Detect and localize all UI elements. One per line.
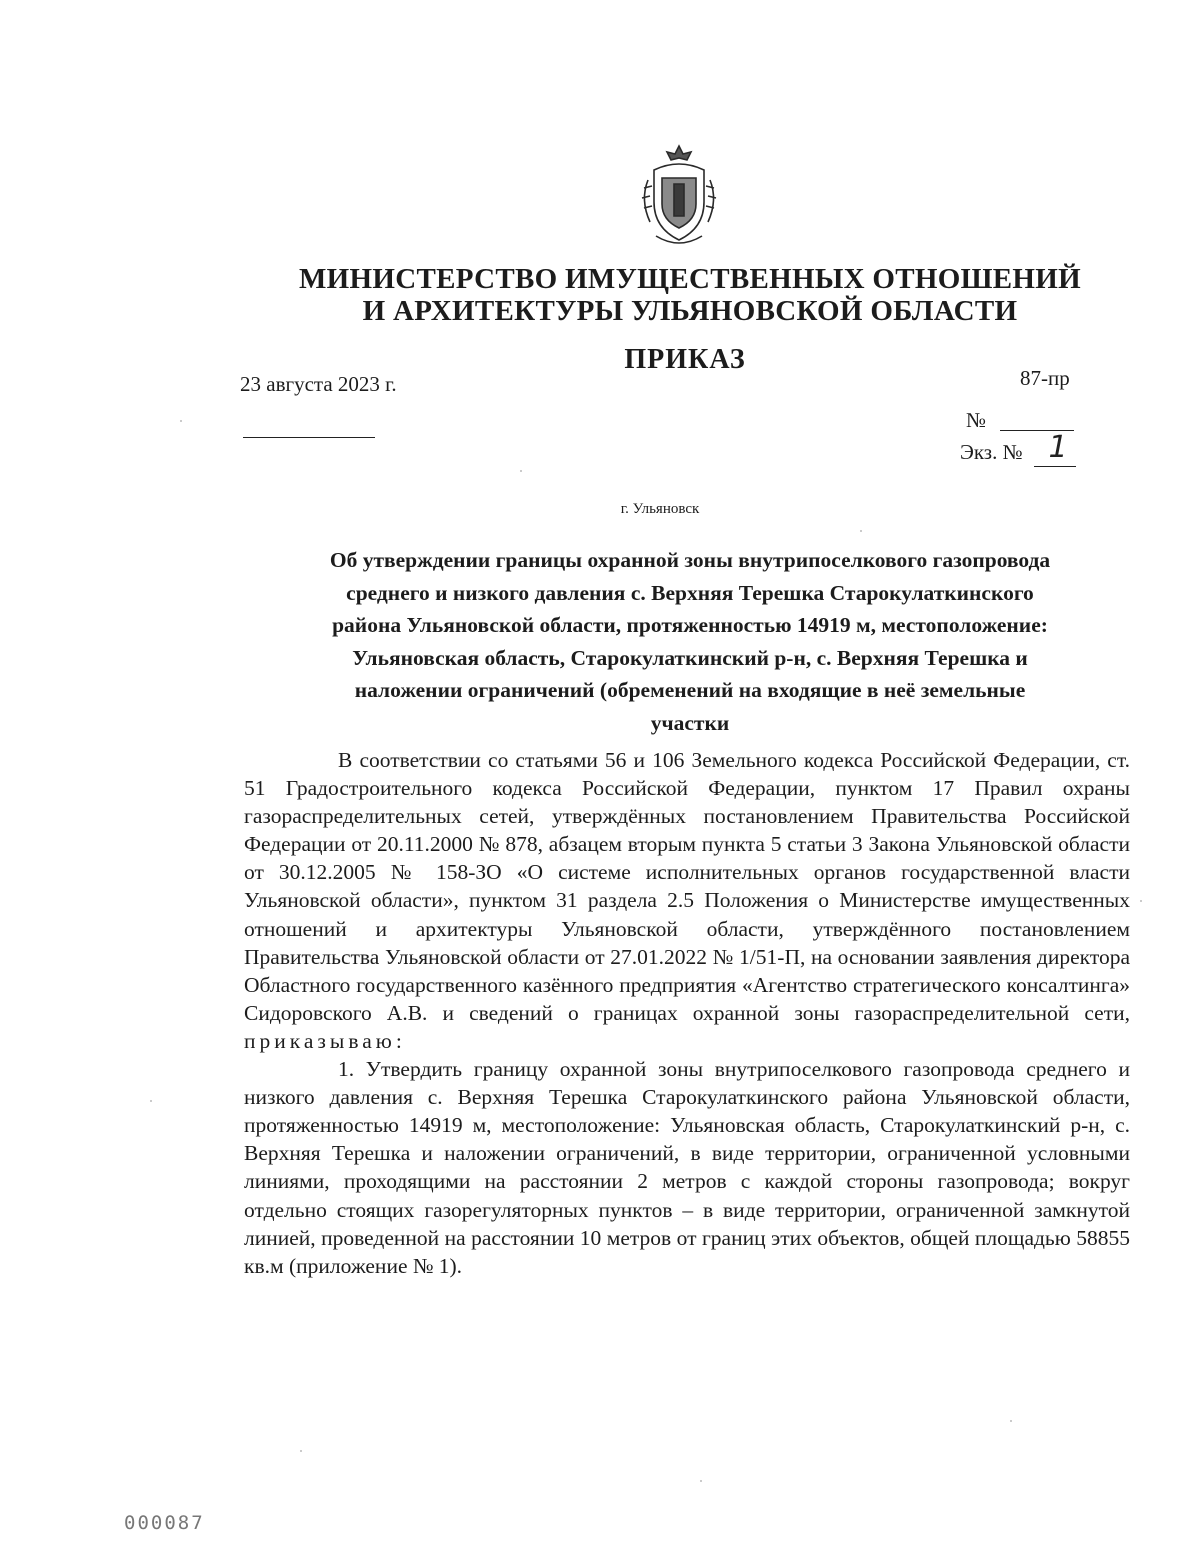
coat-of-arms-emblem <box>634 140 724 250</box>
copy-number-label: Экз. № <box>960 440 1023 464</box>
subject-line: наложении ограничений (обременений на входящие в неё земельные <box>354 678 1026 702</box>
page-stamp-number: 000087 <box>124 1512 205 1534</box>
city-name: г. Ульяновск <box>620 501 700 517</box>
subject-line: Ульяновская область, Старокулаткинский р-н, с. Верхняя Терешка и <box>352 645 1028 670</box>
order-date: 23 августа 2023 г. <box>240 372 397 396</box>
copy-number-underline <box>1034 466 1076 467</box>
item-1-paragraph: 1. Утвердить границу охранной зоны внутрипоселкового газопровода среднего и низкого давления с. Верхняя Терешка Старокулаткинского района Ульяновской области, протяженностью 14919 м, местоположение: Ульяновская область, Старокулаткинский р-н, с. Верхняя Терешка и наложении ограничений, в виде территории, ограниченной условными линиями, проходящими на расстоянии 2 метров с каждой стороны газопровода; вокруг отдельно стоящих газорегуляторных пунктов – в виде территории, ограниченной замкнутой линией, проведенной на расстоянии 10 метров от границ этих объектов, общей площадью 58855 кв.м (приложение № 1). <box>244 1057 1130 1278</box>
order-subject <box>240 544 1140 739</box>
order-number: 87-пр <box>1020 366 1070 390</box>
subject-line: среднего и низкого давления с. Верхняя Терешка Старокулаткинского <box>346 580 1034 605</box>
preamble-text: В соответствии со статьями 56 и 106 Земельного кодекса Российской Федерации, ст. 51 Градостроительного кодекса Российской Федерации, пунктом 17 Правил охраны газораспределительных сетей, утверждённых постановлением Правительства Российской Федерации от 20.11.2000 № 878, абзацем вторым пункта 5 статьи 3 Закона Ульяновской области от 30.12.2005 № 158-ЗО «О системе исполнительных органов государственной власти Ульяновской области», пунктом 31 раздела 2.5 Положения о Министерстве имущественных отношений и архитектуры Ульяновской области, утверждённого постановлением Правительства Ульяновской области от 27.01.2022 № 1/51-П, на основании заявления директора Областного государственного казённого предприятия «Агентство стратегического консалтинга» Сидоровского А.В. и сведений о границах охранной зоны газораспределительной сети, <box>244 748 1130 1025</box>
number-sign-label: № <box>966 408 987 432</box>
subject-line: участки <box>650 710 730 735</box>
subject-line: Об утверждении границы охранной зоны внутрипоселкового газопровода <box>329 548 1051 572</box>
ministry-name-line2: И АРХИТЕКТУРЫ УЛЬЯНОВСКОЙ ОБЛАСТИ <box>362 295 1018 327</box>
date-underline <box>243 437 375 438</box>
preamble-paragraph <box>244 746 1130 1055</box>
ministry-name-line1: МИНИСТЕРСТВО ИМУЩЕСТВЕННЫХ ОТНОШЕНИЙ <box>298 263 1081 295</box>
order-body <box>244 746 1130 1280</box>
order-word: приказываю: <box>244 1028 406 1053</box>
copy-number-handwritten: 1 <box>1048 430 1068 465</box>
document-type-title: ПРИКАЗ <box>624 344 746 375</box>
subject-line: района Ульяновской области, протяженностью 14919 м, местоположение: <box>332 613 1048 637</box>
